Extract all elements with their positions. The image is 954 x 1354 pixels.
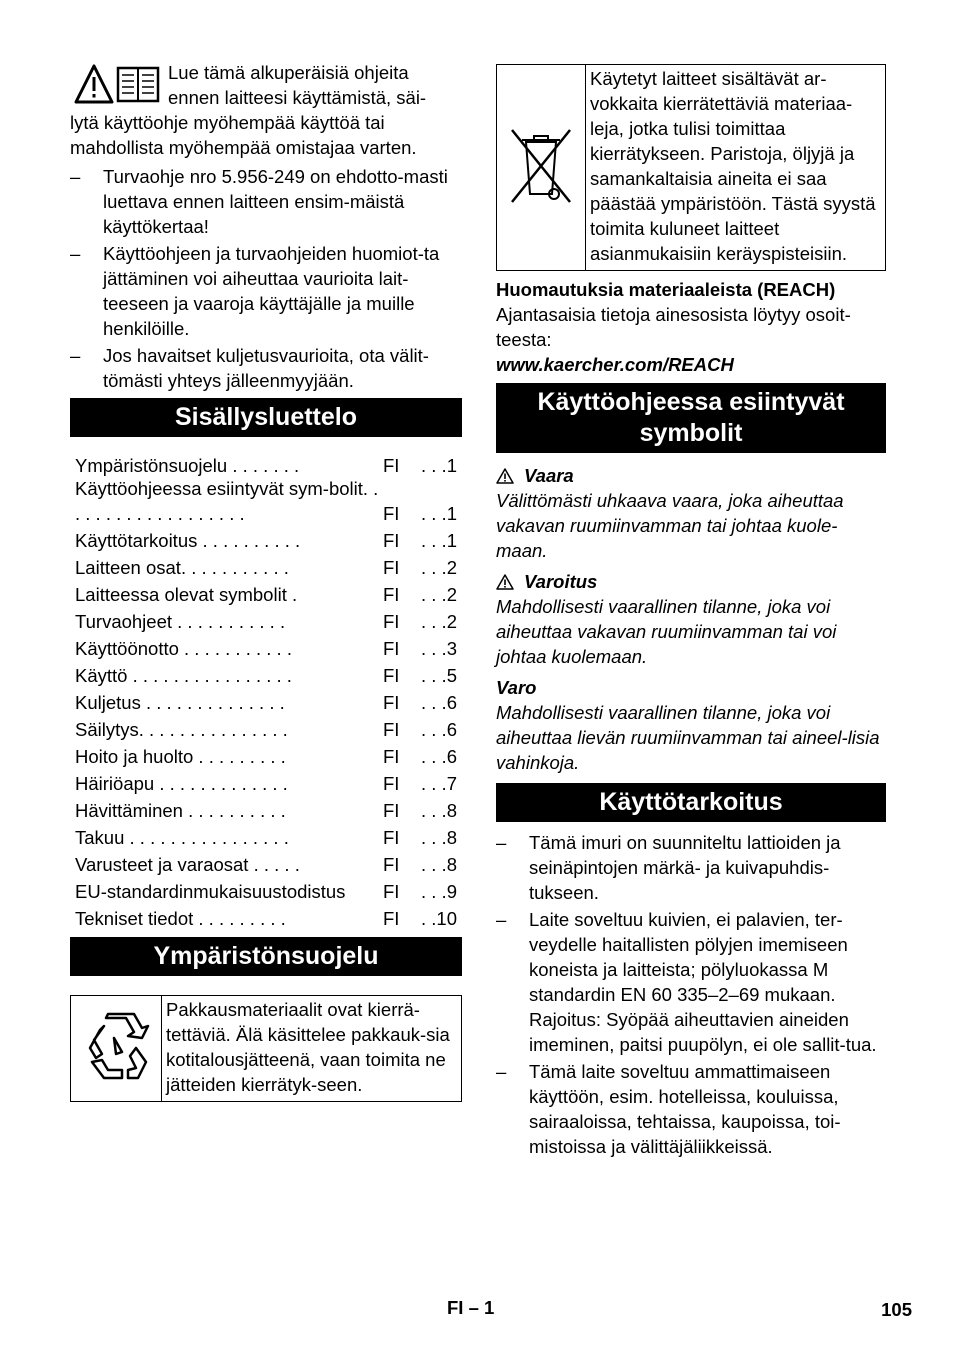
list-item: – Jos havaitset kuljetusvaurioita, ota välit-tömästi yhteys jälleenmyyjään. xyxy=(70,343,462,393)
toc-row[interactable] xyxy=(75,607,457,634)
toc-row[interactable] xyxy=(75,553,457,580)
toc-row[interactable] xyxy=(75,877,457,904)
disposal-box xyxy=(496,64,886,271)
toc-label: Käyttö . . . . . . . . . . . . . . . . xyxy=(75,665,292,686)
toc-page: . . .1 xyxy=(421,455,457,476)
recycle-icon xyxy=(78,1008,154,1084)
toc-label: Laitteessa olevat symbolit . xyxy=(75,584,298,605)
reach-heading: Huomautuksia materiaaleista (REACH) xyxy=(496,279,836,300)
warning-icon xyxy=(496,468,514,484)
toc-lang: FI xyxy=(383,800,400,821)
toc-lang: FI xyxy=(383,530,400,551)
reach-link[interactable]: www.kaercher.com/REACH xyxy=(496,354,734,375)
toc-row[interactable] xyxy=(75,796,457,823)
crossed-bin-icon xyxy=(506,124,576,206)
intro-line1: Lue tämä alkuperäisiä ohjeita xyxy=(168,62,409,83)
toc-label: Kuljetus . . . . . . . . . . . . . . xyxy=(75,692,285,713)
toc-row[interactable] xyxy=(75,526,457,553)
purpose-list xyxy=(496,830,886,1159)
intro-block xyxy=(70,60,462,110)
toc-lang: FI xyxy=(383,638,400,659)
toc-lang: FI xyxy=(383,692,400,713)
list-item: – Tämä imuri on suunniteltu lattioiden ja seinäpintojen märkä- ja kuivapuhdis-tukseen. xyxy=(496,830,886,905)
reach-text: Ajantasaisia tietoja ainesosista löytyy osoit-teesta: xyxy=(496,304,851,350)
warning-icon xyxy=(76,66,112,102)
toc-row[interactable] xyxy=(75,904,457,931)
intro-icons xyxy=(74,64,162,104)
purpose-heading: Käyttötarkoitus xyxy=(496,783,886,822)
toc-row[interactable] xyxy=(75,742,457,769)
toc-page: . . .1 xyxy=(421,503,457,524)
danger-label: Vaara xyxy=(524,465,574,486)
toc-page: . . .1 xyxy=(421,530,457,551)
disposal-text: Käytetyt laitteet sisältävät ar-vokkaita kierrätettäviä materiaa-leja, jotka tulisi toimittaa kierrätykseen. Paristoja, öljyjä ja samankaltaisia aineita ei saa päästää ympäristöön. Tästä syystä toimita kuluneet laitteet asianmukaisiin keräyspisteisiin. xyxy=(586,65,886,271)
toc-label: Hoito ja huolto . . . . . . . . . xyxy=(75,746,286,767)
toc-lang: FI xyxy=(383,746,400,767)
toc-row[interactable] xyxy=(75,715,457,742)
caution-title xyxy=(496,675,886,700)
toc-row[interactable] xyxy=(75,661,457,688)
left-column xyxy=(70,60,462,1102)
list-item: – Laite soveltuu kuivien, ei palavien, ter-veydelle haitallisten pölyjen imemiseen koneista ja laitteista; pölyluokassa M standardin EN 60 335–2–69 mukaan. Rajoitus: Syöpää aiheuttavien aineiden imeminen, paitsi puupölyn, ei ole sallit-tua. xyxy=(496,907,886,1057)
toc-label: Tekniset tiedot . . . . . . . . . xyxy=(75,908,286,929)
env-heading: Ympäristönsuojelu xyxy=(70,937,462,976)
toc-row[interactable] xyxy=(75,769,457,796)
toc-page: . .10 xyxy=(421,908,457,929)
toc-row[interactable] xyxy=(75,451,457,478)
toc-row[interactable] xyxy=(75,823,457,850)
toc-page: . . .6 xyxy=(421,719,457,740)
toc-label: Laitteen osat. . . . . . . . . . . xyxy=(75,557,289,578)
recycle-box xyxy=(70,995,462,1102)
toc-lang: FI xyxy=(383,455,400,476)
toc-label: EU-standardinmukaisuustodistus xyxy=(75,881,346,902)
toc-lang: FI xyxy=(383,557,400,578)
toc-page: . . .2 xyxy=(421,557,457,578)
toc-row[interactable] xyxy=(75,580,457,607)
toc-lang: FI xyxy=(383,584,400,605)
toc-row[interactable] xyxy=(75,478,457,526)
toc-lang: FI xyxy=(383,773,400,794)
toc-label: Varusteet ja varaosat . . . . . xyxy=(75,854,300,875)
toc-label: Käyttöönotto . . . . . . . . . . . xyxy=(75,638,292,659)
page-number: 105 xyxy=(881,1299,912,1320)
toc-lang: FI xyxy=(383,611,400,632)
toc-label: Takuu . . . . . . . . . . . . . . . . xyxy=(75,827,289,848)
danger-title xyxy=(496,463,886,488)
right-column xyxy=(496,60,886,1161)
toc-page: . . .3 xyxy=(421,638,457,659)
list-item: – Turvaohje nro 5.956-249 on ehdotto-masti luettava ennen laitteen ensim-mäistä käyttökertaa! xyxy=(70,164,462,239)
toc-label: Käyttöohjeessa esiintyvät sym-bolit. . . . . . . . . . . . . . . . . . . xyxy=(75,478,379,524)
toc-lang: FI xyxy=(383,881,400,902)
toc-lang: FI xyxy=(383,908,400,929)
toc-page: . . .6 xyxy=(421,746,457,767)
toc-label: Turvaohjeet . . . . . . . . . . . xyxy=(75,611,286,632)
toc-label: Käyttötarkoitus . . . . . . . . . . xyxy=(75,530,301,551)
list-item: – Käyttöohjeen ja turvaohjeiden huomiot-ta jättäminen voi aiheuttaa vaurioita lait-teeseen ja vaaroja käyttäjälle ja muille henkilöille. xyxy=(70,241,462,341)
toc-page: . . .8 xyxy=(421,854,457,875)
toc-row[interactable] xyxy=(75,634,457,661)
warning-text: Mahdollisesti vaarallinen tilanne, joka voi aiheuttaa vakavan ruumiinvamman tai voi johtaa kuolemaan. xyxy=(496,596,837,667)
toc-row[interactable] xyxy=(75,850,457,877)
toc-page: . . .6 xyxy=(421,692,457,713)
toc-page: . . .8 xyxy=(421,800,457,821)
toc-row[interactable] xyxy=(75,688,457,715)
recycle-text: Pakkausmateriaalit ovat kierrä-tettäviä. Älä käsittelee pakkauk-sia kotitalousjätteenä, vaan toimita ne jätteiden kierrätyk-seen. xyxy=(162,996,462,1102)
toc-page: . . .8 xyxy=(421,827,457,848)
caution-label: Varo xyxy=(496,677,537,698)
warning-icon xyxy=(496,574,514,590)
toc-page: . . .2 xyxy=(421,611,457,632)
intro-text: lytä käyttöohje myöhempää käyttöä tai mahdollista myöhempää omistajaa varten. xyxy=(70,112,417,158)
toc-lang: FI xyxy=(383,503,400,524)
toc-page: . . .9 xyxy=(421,881,457,902)
table-of-contents xyxy=(75,451,457,931)
toc-label: Hävittäminen . . . . . . . . . . xyxy=(75,800,286,821)
toc-label: Säilytys. . . . . . . . . . . . . . . xyxy=(75,719,288,740)
symbols-heading: Käyttöohjeessa esiintyvät symbolit xyxy=(496,383,886,453)
caution-text: Mahdollisesti vaarallinen tilanne, joka voi aiheuttaa lievän ruumiinvamman tai aineel-lisia vahinkoja. xyxy=(496,702,880,773)
toc-lang: FI xyxy=(383,854,400,875)
toc-lang: FI xyxy=(383,719,400,740)
footer-section-label: FI – 1 xyxy=(447,1297,495,1318)
danger-text: Välittömästi uhkaava vaara, joka aiheuttaa vakavan ruumiinvamman tai johtaa kuole-maan. xyxy=(496,490,844,561)
intro-list xyxy=(70,164,462,393)
list-item: – Tämä laite soveltuu ammattimaiseen käyttöön, esim. hotelleissa, kouluissa, sairaaloissa, tehtaissa, kaupoissa, toi-mistoissa ja välittäjäliikkeissä. xyxy=(496,1059,886,1159)
toc-page: . . .5 xyxy=(421,665,457,686)
intro-line2: ennen laitteesi käyttämistä, säi- xyxy=(168,87,427,108)
warning-title xyxy=(496,569,886,594)
toc-lang: FI xyxy=(383,827,400,848)
toc-heading: Sisällysluettelo xyxy=(70,398,462,437)
toc-page: . . .2 xyxy=(421,584,457,605)
toc-page: . . .7 xyxy=(421,773,457,794)
toc-lang: FI xyxy=(383,665,400,686)
manual-book-icon xyxy=(118,68,158,101)
toc-label: Ympäristönsuojelu . . . . . . . xyxy=(75,455,300,476)
toc-label: Häiriöapu . . . . . . . . . . . . . xyxy=(75,773,288,794)
warning-label: Varoitus xyxy=(524,571,598,592)
